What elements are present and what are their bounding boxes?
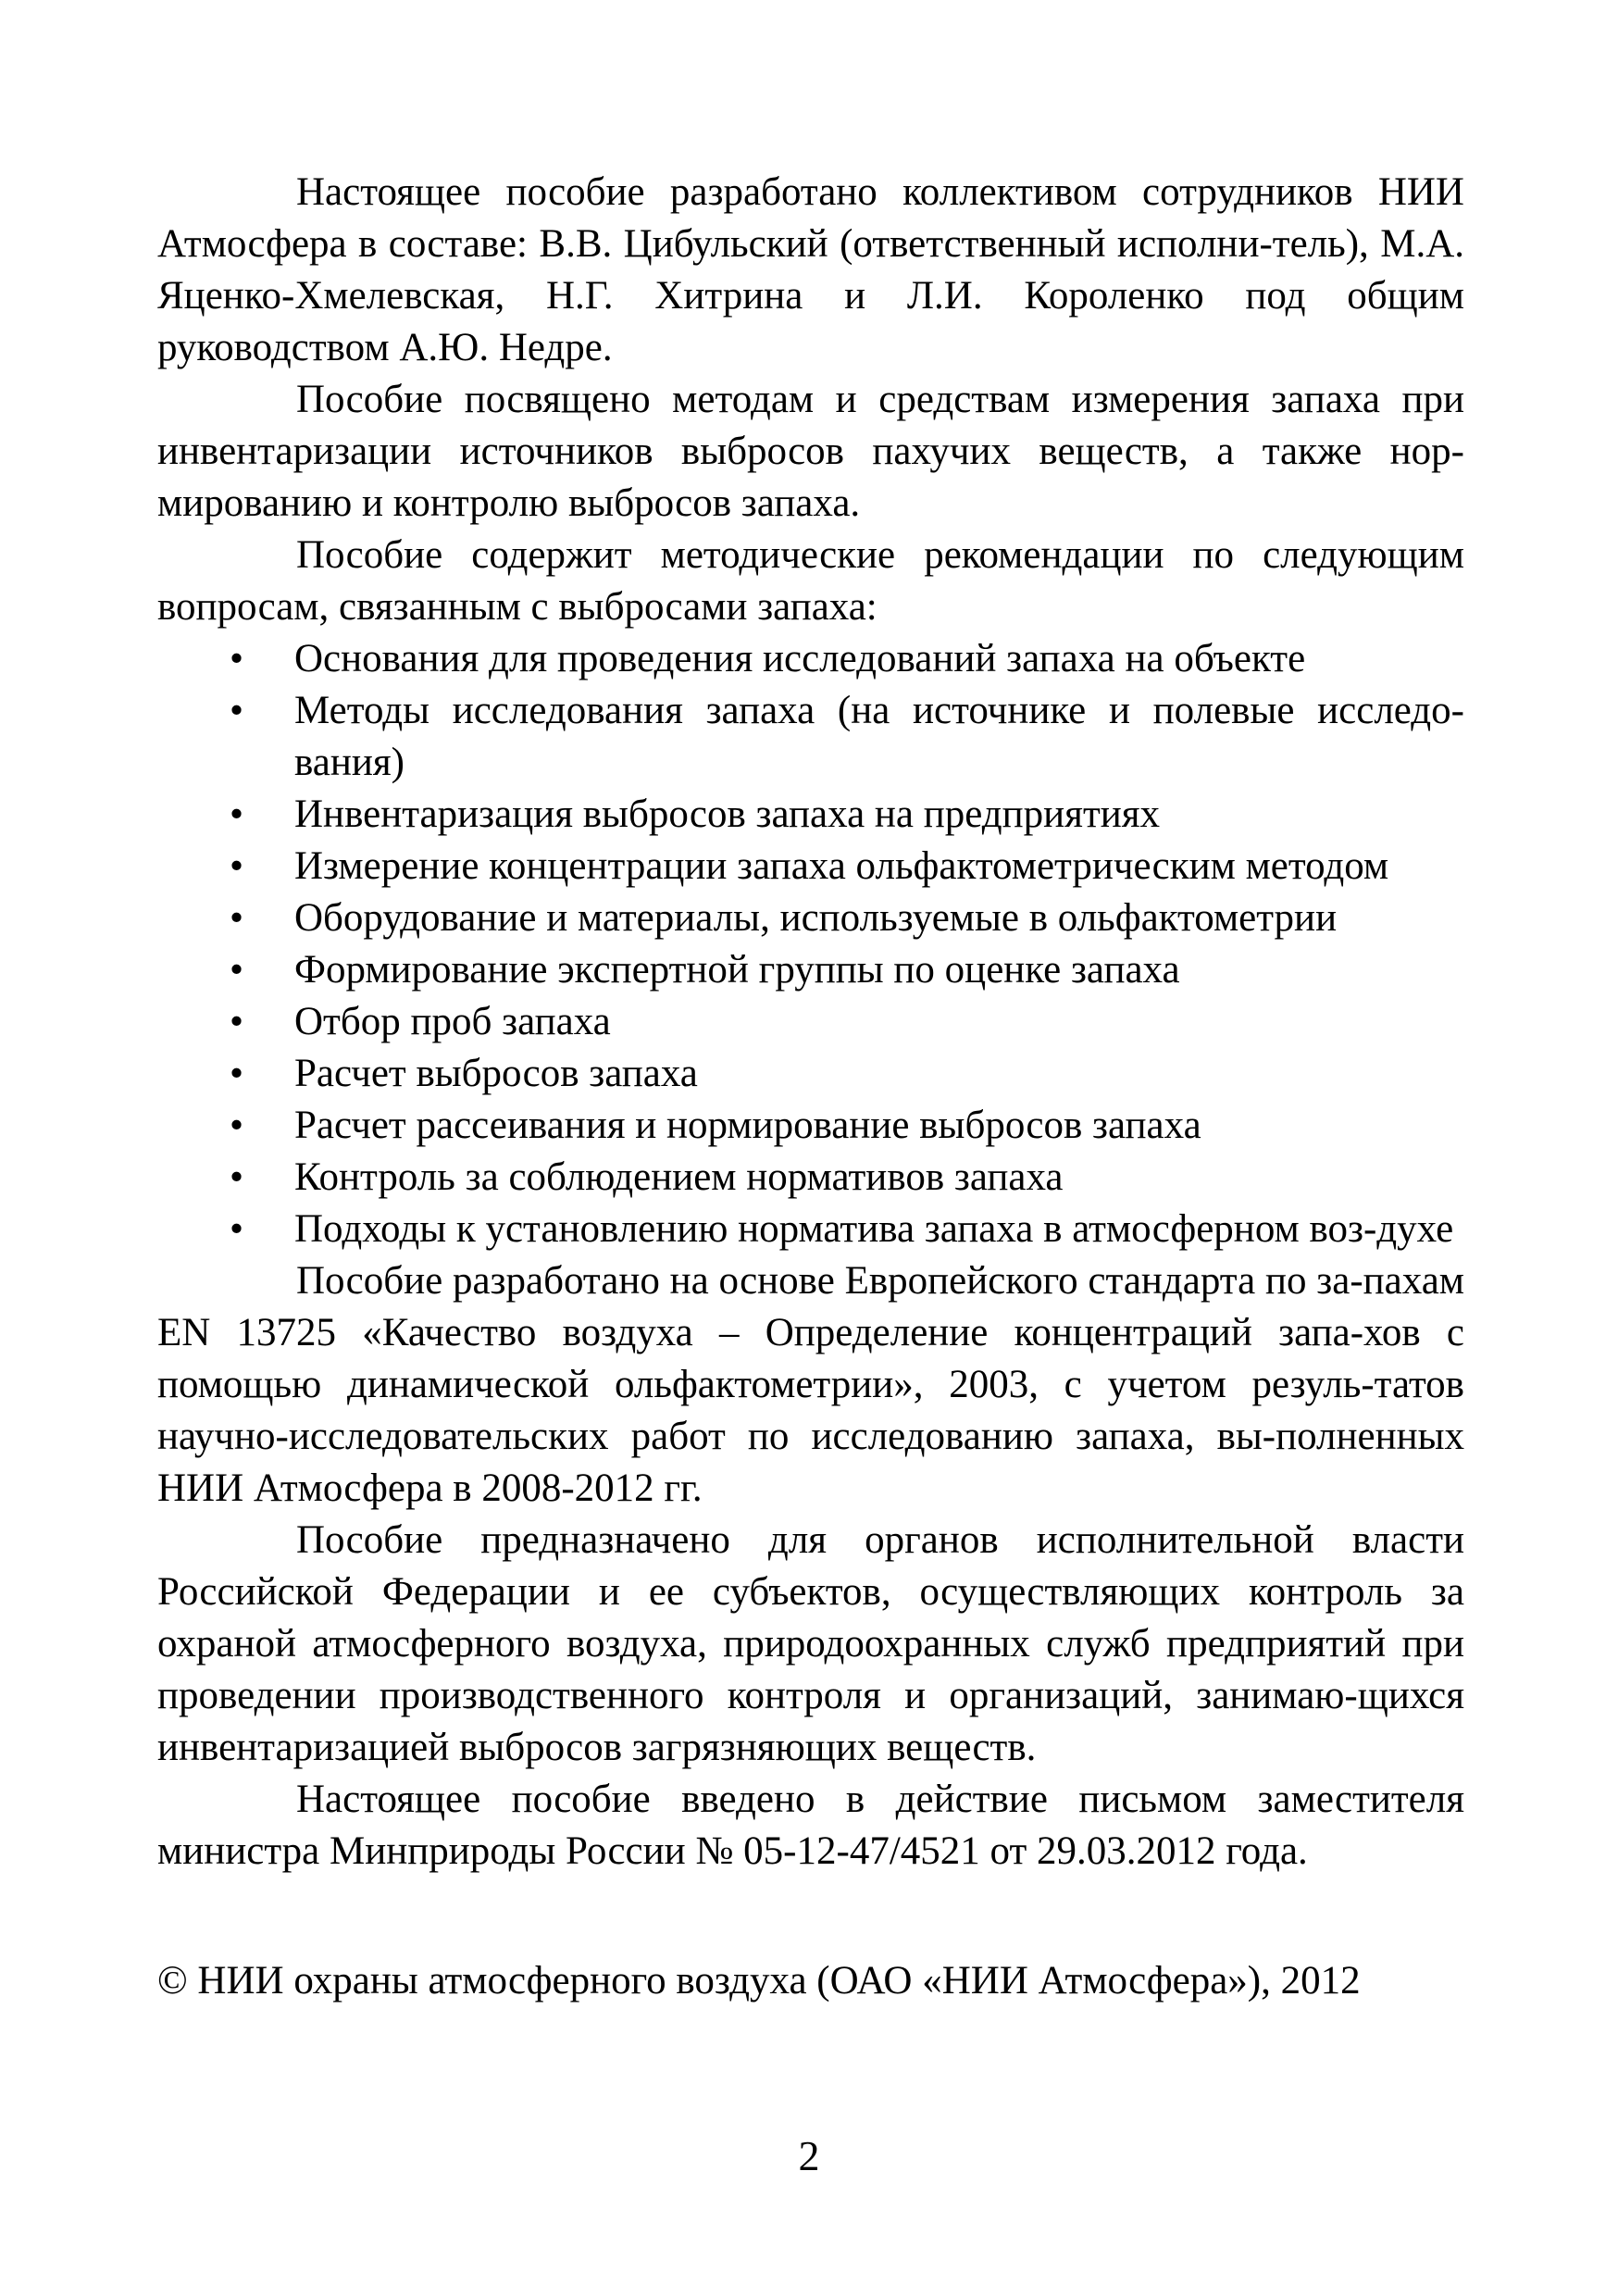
list-item <box>157 1100 1464 1152</box>
paragraph-authors: Настоящее пособие разработано коллективом сотрудников НИИ Атмосфера в составе: В.В. Цибульский (ответственный исполни-тель), М.А. Яценко-Хмелевская, Н.Г. Хитрина и Л.И. Короленко под общим руководством А.Ю. Недре. <box>157 170 1464 369</box>
page-number: 2 <box>798 2132 820 2179</box>
list-item-text: Формирование экспертной группы по оценке запаха <box>294 948 1180 992</box>
list-item <box>157 789 1464 841</box>
paragraph-audience: Пособие предназначено для органов исполнительной власти Российской Федерации и ее субъектов, осуществляющих контроль за охраной атмосферного воздуха, природоохранных служб предприятий при проведении производственного контроля и организаций, занимаю-щихся инвентаризацией выбросов загрязняющих веществ. <box>157 1518 1464 1769</box>
paragraph-enactment: Настоящее пособие введено в действие письмом заместителя министра Минприроды России № 05-12-47/4521 от 29.03.2012 года. <box>157 1778 1464 1873</box>
bullet-icon: • <box>230 1104 244 1147</box>
list-item-text: Измерение концентрации запаха ольфактометрическим методом <box>294 844 1389 888</box>
paragraph-basis: Пособие разработано на основе Европейского стандарта по за-пахам EN 13725 «Качество воздуха – Определение концентраций запа-хов с помощью динамической ольфактометрии», 2003, с учетом резуль-татов научно-исследовательских работ по исследованию запаха, вы-полненных НИИ Атмосфера в 2008-2012 гг. <box>157 1259 1464 1510</box>
paragraph-contents-intro: Пособие содержит методические рекомендации по следующим вопросам, связанным с выбросами запаха: <box>157 533 1464 629</box>
list-item-text: Подходы к установлению норматива запаха в атмосферном воз-духе <box>294 1207 1454 1251</box>
list-item <box>157 685 1464 789</box>
list-item <box>157 1204 1464 1255</box>
topics-list <box>157 633 1464 1255</box>
bullet-icon: • <box>230 1052 244 1095</box>
list-item <box>157 1152 1464 1204</box>
list-item-text: Расчет выбросов запаха <box>294 1052 698 1095</box>
list-item-text: Оборудование и материалы, используемые в ольфактометрии <box>294 896 1338 940</box>
list-item-text: Расчет рассеивания и нормирование выбросов запаха <box>294 1104 1201 1147</box>
paragraph-purpose: Пособие посвящено методам и средствам измерения запаха при инвентаризации источников выбросов пахучих веществ, а также нор-мированию и контролю выбросов запаха. <box>157 378 1464 525</box>
bullet-icon: • <box>230 1207 244 1251</box>
list-item-text: Отбор проб запаха <box>294 1000 611 1043</box>
list-item-text: Инвентаризация выбросов запаха на предприятиях <box>294 792 1161 836</box>
bullet-icon: • <box>230 1000 244 1043</box>
list-item <box>157 892 1464 944</box>
list-item <box>157 633 1464 685</box>
bullet-icon: • <box>230 792 244 836</box>
list-item-text: Основания для проведения исследований запаха на объекте <box>294 637 1306 680</box>
document-body <box>157 167 1464 1878</box>
bullet-icon: • <box>230 689 244 732</box>
list-item <box>157 1048 1464 1100</box>
bullet-icon: • <box>230 844 244 888</box>
bullet-icon: • <box>230 948 244 992</box>
bullet-icon: • <box>230 896 244 940</box>
copyright-line: © НИИ охраны атмосферного воздуха (ОАО «НИИ Атмосфера»), 2012 <box>157 1959 1361 2003</box>
bullet-icon: • <box>230 1155 244 1199</box>
list-item-text: Контроль за соблюдением нормативов запаха <box>294 1155 1064 1199</box>
list-item <box>157 996 1464 1048</box>
list-item-text: Методы исследования запаха (на источнике и полевые исследо-вания) <box>294 689 1464 784</box>
bullet-icon: • <box>230 637 244 680</box>
list-item <box>157 944 1464 996</box>
list-item <box>157 841 1464 892</box>
